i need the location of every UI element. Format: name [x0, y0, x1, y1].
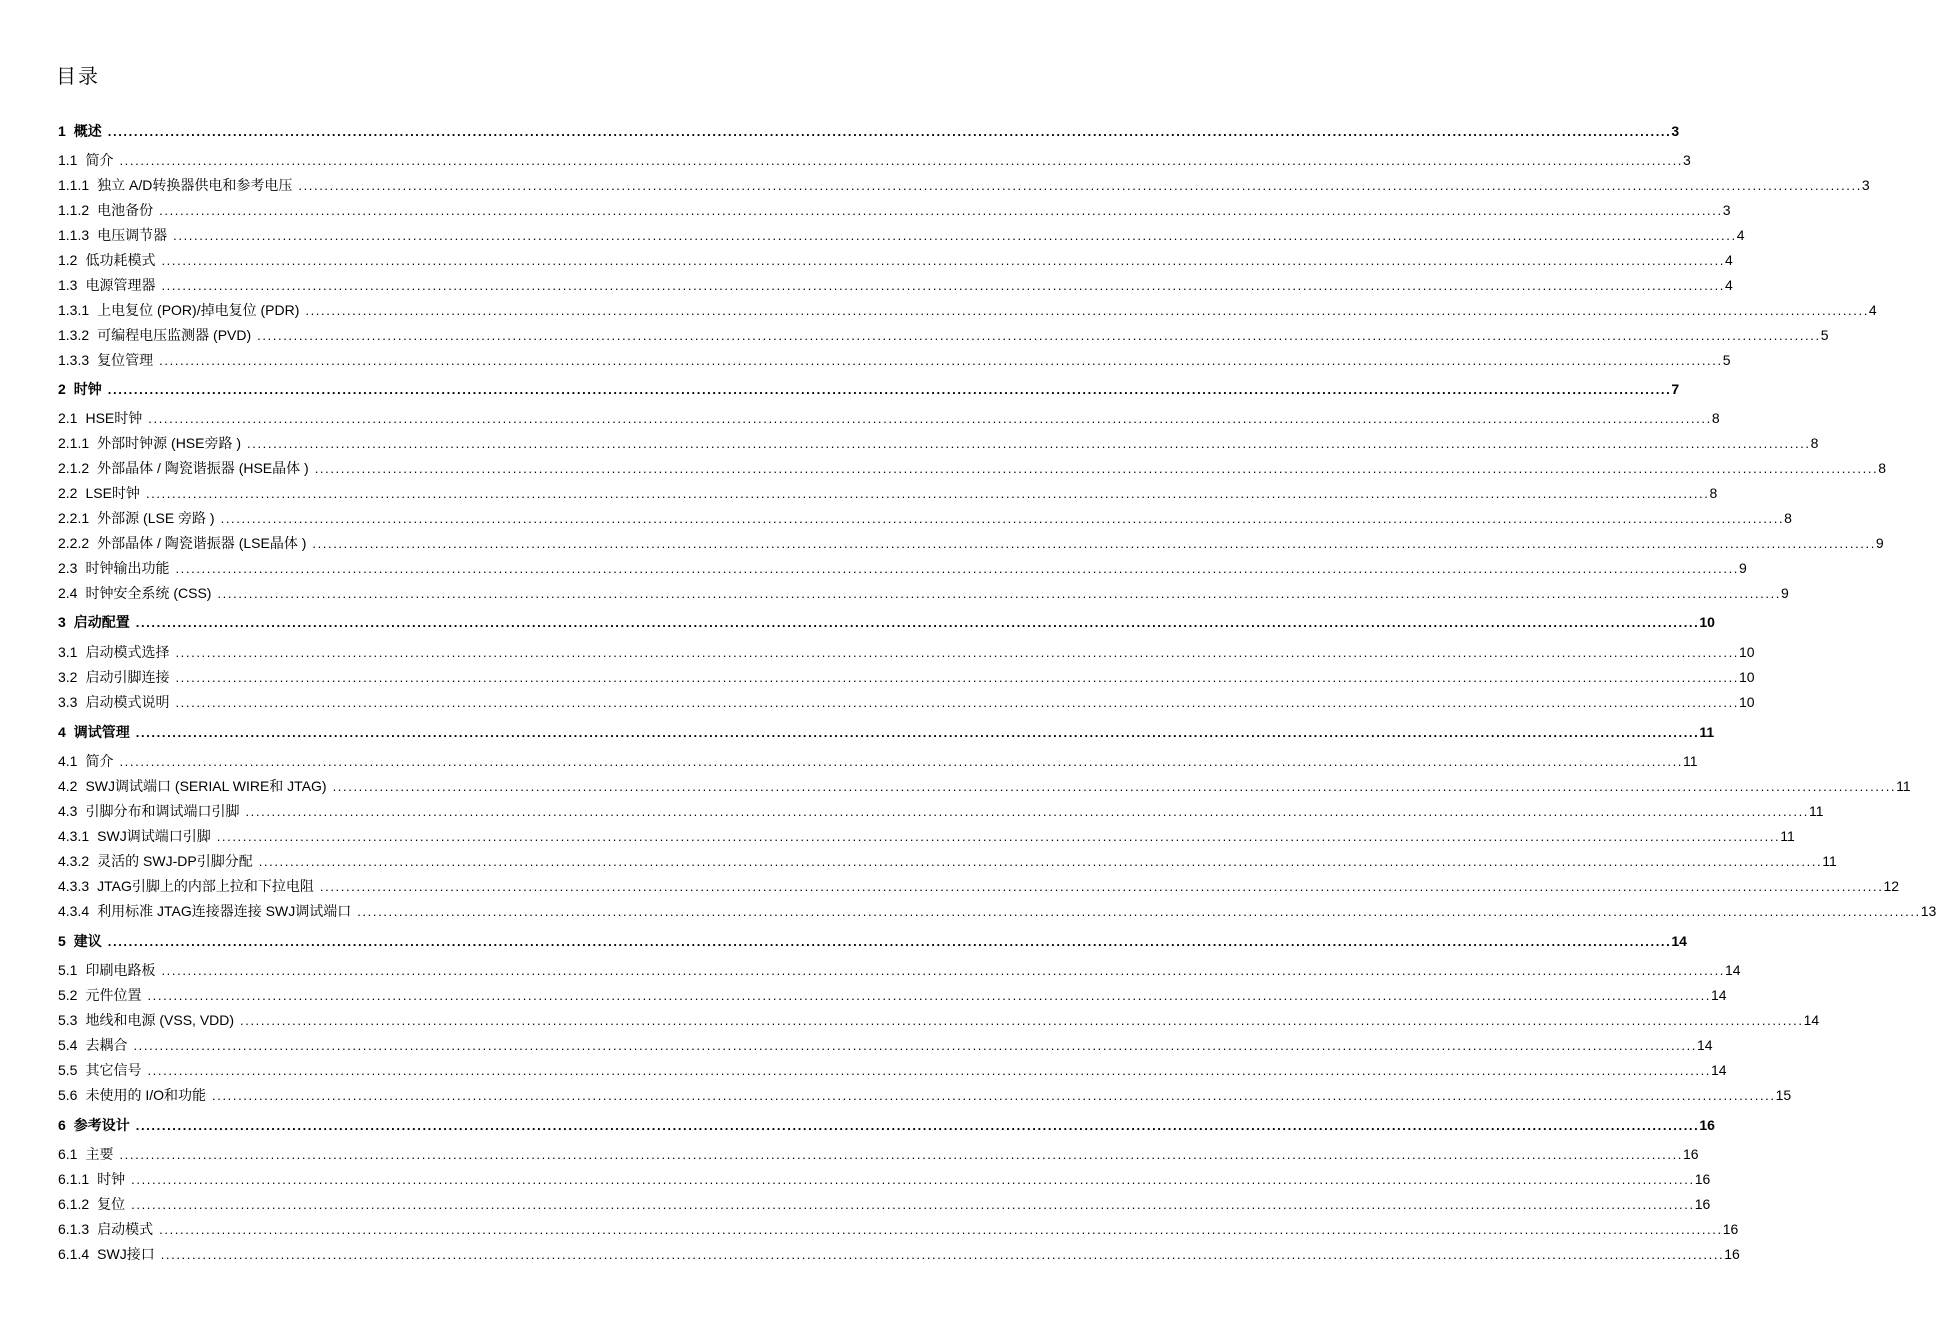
- toc-entry[interactable]: [58, 801, 1824, 821]
- toc-entry[interactable]: [58, 851, 1837, 871]
- toc-entry-title: 可编程电压监测器 (PVD): [97, 327, 252, 343]
- toc-entry-number: 5.5: [58, 1062, 78, 1078]
- dot-leader: ............................................................................................................................................................................................................................................................................................................: [145, 486, 1710, 501]
- toc-entry-number: 4: [58, 724, 66, 740]
- toc-entry-title: 电池备份: [97, 202, 154, 218]
- toc-entry-page-number: 8: [1810, 435, 1819, 451]
- dot-leader: ............................................................................................................................................................................................................................................................................................................: [258, 854, 1823, 869]
- toc-entry-number: 4.3.3: [58, 878, 90, 894]
- dot-leader: ............................................................................................................................................................................................................................................................................................................: [107, 934, 1672, 949]
- toc-entry-number: 5.3: [58, 1012, 78, 1028]
- toc-entry-page-number: 4: [1736, 227, 1745, 243]
- toc-entry[interactable]: [58, 931, 1687, 951]
- toc-entry-number: 2.2.2: [58, 535, 90, 551]
- toc-entry-page-number: 3: [1722, 202, 1731, 218]
- toc-entry[interactable]: [58, 350, 1731, 370]
- toc-entry[interactable]: [58, 1244, 1740, 1264]
- toc-entry-page-number: 7: [1671, 381, 1680, 397]
- toc-entry-title: 时钟输出功能: [85, 560, 170, 576]
- toc-entry-title: 复位: [97, 1196, 126, 1212]
- toc-entry[interactable]: [58, 379, 1680, 399]
- toc-entry-title: 调试管理: [73, 724, 130, 740]
- toc-entry-number: 1.3.2: [58, 327, 90, 343]
- toc-entry[interactable]: [58, 612, 1715, 632]
- toc-entry-title: 主要: [85, 1146, 114, 1162]
- toc-entry[interactable]: [58, 1194, 1711, 1214]
- toc-entry-page-number: 13: [1920, 903, 1936, 919]
- dot-leader: ............................................................................................................................................................................................................................................................................................................: [247, 436, 1811, 451]
- dot-leader: ............................................................................................................................................................................................................................................................................................................: [216, 829, 1781, 844]
- dot-leader: ............................................................................................................................................................................................................................................................................................................: [175, 645, 1740, 660]
- toc-entry[interactable]: [58, 408, 1720, 428]
- toc-entry-number: 2: [58, 381, 66, 397]
- toc-entry[interactable]: [58, 901, 1936, 921]
- toc-entry-number: 3.1: [58, 644, 78, 660]
- dot-leader: ............................................................................................................................................................................................................................................................................................................: [160, 1247, 1725, 1262]
- toc-entry[interactable]: [58, 325, 1829, 345]
- toc-entry-page-number: 11: [1683, 753, 1698, 769]
- toc-entry-title: 利用标准 JTAG连接器连接 SWJ调试端口: [97, 903, 352, 919]
- toc-entry[interactable]: [58, 250, 1733, 270]
- toc-entry-number: 5: [58, 933, 66, 949]
- toc-entry-title: 未使用的 I/O和功能: [85, 1087, 207, 1103]
- dot-leader: ............................................................................................................................................................................................................................................................................................................: [148, 411, 1712, 426]
- toc-entry[interactable]: [58, 150, 1691, 170]
- toc-entry-number: 1.2: [58, 252, 78, 268]
- toc-entry-title: 时钟安全系统 (CSS): [85, 585, 212, 601]
- toc-entry-title: 概述: [73, 123, 102, 139]
- toc-entry-page-number: 11: [1896, 778, 1911, 794]
- toc-entry-page-number: 16: [1683, 1146, 1699, 1162]
- toc-entry[interactable]: [58, 583, 1789, 603]
- toc-entry[interactable]: [58, 751, 1698, 771]
- dot-leader: ............................................................................................................................................................................................................................................................................................................: [312, 536, 1876, 551]
- toc-entry-title: 启动引脚连接: [85, 669, 170, 685]
- toc-entry-page-number: 4: [1725, 252, 1733, 268]
- toc-entry-title: SWJ调试端口 (SERIAL WIRE和 JTAG): [85, 778, 327, 794]
- toc-entry-number: 4.2: [58, 778, 78, 794]
- toc-entry-title: 复位管理: [97, 352, 154, 368]
- toc-entry-number: 2.1: [58, 410, 78, 426]
- toc-entry-title: 建议: [73, 933, 102, 949]
- toc-entry-page-number: 14: [1711, 1062, 1727, 1078]
- dot-leader: ............................................................................................................................................................................................................................................................................................................: [240, 1013, 1804, 1028]
- dot-leader: ............................................................................................................................................................................................................................................................................................................: [161, 253, 1726, 268]
- toc-entry-title: 简介: [85, 152, 114, 168]
- dot-leader: ............................................................................................................................................................................................................................................................................................................: [119, 153, 1684, 168]
- toc-entry-page-number: 9: [1781, 585, 1789, 601]
- toc-entry[interactable]: [58, 985, 1727, 1005]
- toc-entry-number: 5.2: [58, 987, 78, 1003]
- toc-entry-title: 上电复位 (POR)/掉电复位 (PDR): [97, 302, 300, 318]
- toc-entry-title: 元件位置: [85, 987, 142, 1003]
- toc-entry-number: 2.1.1: [58, 435, 90, 451]
- toc-entry-title: 时钟: [97, 1171, 126, 1187]
- toc-entry[interactable]: [58, 558, 1747, 578]
- toc-entry-page-number: 3: [1683, 152, 1691, 168]
- toc-entry-number: 5.6: [58, 1087, 78, 1103]
- toc-entry[interactable]: [58, 458, 1887, 478]
- toc-entry-page-number: 16: [1722, 1221, 1739, 1237]
- toc-entry-title: 启动模式说明: [85, 694, 170, 710]
- toc-entry-page-number: 16: [1699, 1117, 1715, 1133]
- toc-entry-page-number: 4: [1868, 302, 1877, 318]
- toc-entry-number: 1.3.1: [58, 302, 90, 318]
- dot-leader: ............................................................................................................................................................................................................................................................................................................: [332, 779, 1897, 794]
- toc-entry-page-number: 10: [1739, 644, 1755, 660]
- dot-leader: ............................................................................................................................................................................................................................................................................................................: [135, 615, 1700, 630]
- toc-entry-page-number: 10: [1739, 669, 1755, 685]
- dot-leader: ............................................................................................................................................................................................................................................................................................................: [147, 988, 1712, 1003]
- toc-entry-number: 1.1.3: [58, 227, 90, 243]
- toc-entry-page-number: 14: [1711, 987, 1727, 1003]
- toc-entry-page-number: 15: [1775, 1087, 1792, 1103]
- dot-leader: ............................................................................................................................................................................................................................................................................................................: [319, 879, 1884, 894]
- toc-entry-number: 4.3.2: [58, 853, 90, 869]
- toc-entry[interactable]: [58, 876, 1900, 896]
- toc-entry-page-number: 11: [1699, 724, 1715, 740]
- toc-entry-page-number: 9: [1875, 535, 1884, 551]
- toc-entry-title: 灵活的 SWJ-DP引脚分配: [97, 853, 253, 869]
- toc-entry-page-number: 14: [1697, 1037, 1713, 1053]
- toc-entry-number: 6.1.4: [58, 1246, 90, 1262]
- toc-entry-title: 引脚分布和调试端口引脚: [85, 803, 240, 819]
- dot-leader: ............................................................................................................................................................................................................................................................................................................: [175, 695, 1740, 710]
- toc-entry-page-number: 9: [1739, 560, 1747, 576]
- toc-entry-title: 时钟: [73, 381, 102, 397]
- toc-entry-title: 低功耗模式: [85, 252, 156, 268]
- toc-entry[interactable]: [58, 300, 1877, 320]
- toc-entry-title: 简介: [85, 753, 114, 769]
- toc-entry-number: 6.1: [58, 1146, 78, 1162]
- toc-entry-number: 1.1.2: [58, 202, 90, 218]
- toc-entry[interactable]: [58, 533, 1884, 553]
- dot-leader: ............................................................................................................................................................................................................................................................................................................: [161, 963, 1726, 978]
- dot-leader: ............................................................................................................................................................................................................................................................................................................: [159, 203, 1723, 218]
- dot-leader: ............................................................................................................................................................................................................................................................................................................: [131, 1197, 1695, 1212]
- dot-leader: ............................................................................................................................................................................................................................................................................................................: [314, 461, 1879, 476]
- dot-leader: ............................................................................................................................................................................................................................................................................................................: [119, 754, 1684, 769]
- toc-entry-page-number: 5: [1722, 352, 1731, 368]
- dot-leader: ............................................................................................................................................................................................................................................................................................................: [257, 328, 1821, 343]
- toc-entry-number: 4.3: [58, 803, 78, 819]
- dot-leader: ............................................................................................................................................................................................................................................................................................................: [245, 804, 1810, 819]
- toc-entry-title: SWJ接口: [97, 1246, 155, 1262]
- toc-entry-page-number: 11: [1809, 803, 1824, 819]
- toc-entry-page-number: 10: [1699, 614, 1715, 630]
- toc-entry-title: 电源管理器: [85, 277, 156, 293]
- dot-leader: ............................................................................................................................................................................................................................................................................................................: [175, 561, 1740, 576]
- toc-entry-title: 去耦合: [85, 1037, 128, 1053]
- toc-entry-number: 1.1.1: [58, 177, 90, 193]
- dot-leader: ............................................................................................................................................................................................................................................................................................................: [107, 124, 1672, 139]
- dot-leader: ............................................................................................................................................................................................................................................................................................................: [175, 670, 1740, 685]
- toc-entry-page-number: 8: [1711, 410, 1720, 426]
- toc-entry-page-number: 8: [1709, 485, 1718, 501]
- toc-entry-page-number: 3: [1671, 123, 1680, 139]
- toc-entry[interactable]: [58, 483, 1718, 503]
- toc-entry[interactable]: [58, 1219, 1739, 1239]
- toc-entry[interactable]: [58, 1060, 1727, 1080]
- toc-entry[interactable]: [58, 1144, 1699, 1164]
- dot-leader: ............................................................................................................................................................................................................................................................................................................: [212, 1088, 1776, 1103]
- toc-entry[interactable]: [58, 960, 1741, 980]
- toc-entry-page-number: 3: [1861, 177, 1870, 193]
- toc-entry-page-number: 14: [1725, 962, 1741, 978]
- dot-leader: ............................................................................................................................................................................................................................................................................................................: [220, 511, 1785, 526]
- dot-leader: ............................................................................................................................................................................................................................................................................................................: [135, 725, 1700, 740]
- toc-entry-number: 2.1.2: [58, 460, 90, 476]
- toc-entry-title: 启动模式: [97, 1221, 154, 1237]
- toc-entry[interactable]: [58, 433, 1819, 453]
- dot-leader: ............................................................................................................................................................................................................................................................................................................: [159, 1222, 1723, 1237]
- toc-entry-number: 6.1.3: [58, 1221, 90, 1237]
- toc-entry[interactable]: [58, 1085, 1792, 1105]
- toc-entry[interactable]: [58, 826, 1795, 846]
- toc-entry-title: LSE时钟: [85, 485, 140, 501]
- dot-leader: ............................................................................................................................................................................................................................................................................................................: [147, 1063, 1712, 1078]
- toc-entry-title: 地线和电源 (VSS, VDD): [85, 1012, 235, 1028]
- toc-entry[interactable]: [58, 667, 1755, 687]
- dot-leader: ............................................................................................................................................................................................................................................................................................................: [298, 178, 1862, 193]
- toc-entry[interactable]: [58, 175, 1870, 195]
- dot-leader: ............................................................................................................................................................................................................................................................................................................: [173, 228, 1737, 243]
- toc-entry[interactable]: [58, 225, 1745, 245]
- toc-entry-number: 3.3: [58, 694, 78, 710]
- toc-entry-page-number: 8: [1878, 460, 1887, 476]
- toc-entry[interactable]: [58, 1115, 1715, 1135]
- toc-entry-page-number: 12: [1883, 878, 1900, 894]
- dot-leader: ............................................................................................................................................................................................................................................................................................................: [357, 904, 1921, 919]
- toc-entry-page-number: 11: [1780, 828, 1795, 844]
- dot-leader: ............................................................................................................................................................................................................................................................................................................: [133, 1038, 1698, 1053]
- toc-entry-title: 外部晶体 / 陶瓷谐振器 (HSE晶体 ): [97, 460, 309, 476]
- dot-leader: ............................................................................................................................................................................................................................................................................................................: [305, 303, 1869, 318]
- toc-entry[interactable]: [58, 200, 1731, 220]
- toc-entry-number: 6: [58, 1117, 66, 1133]
- toc-entry-title: 印刷电路板: [85, 962, 156, 978]
- toc-entry-title: 电压调节器: [97, 227, 168, 243]
- dot-leader: ............................................................................................................................................................................................................................................................................................................: [119, 1147, 1684, 1162]
- toc-entry[interactable]: [58, 776, 1911, 796]
- toc-entry-number: 1.1: [58, 152, 78, 168]
- toc-entry-number: 4.1: [58, 753, 78, 769]
- toc-entry-page-number: 14: [1671, 933, 1687, 949]
- toc-entry-page-number: 11: [1822, 853, 1837, 869]
- toc-entry-number: 6.1.1: [58, 1171, 90, 1187]
- toc-heading: 目录: [56, 64, 100, 88]
- toc-entry[interactable]: [58, 121, 1680, 141]
- dot-leader: ............................................................................................................................................................................................................................................................................................................: [135, 1118, 1700, 1133]
- toc-entry-title: 启动配置: [73, 614, 130, 630]
- toc-entry-number: 4.3.4: [58, 903, 90, 919]
- toc-entry[interactable]: [58, 722, 1715, 742]
- toc-entry-title: JTAG引脚上的内部上拉和下拉电阻: [97, 878, 314, 894]
- toc-entry-title: 参考设计: [73, 1117, 130, 1133]
- toc-entry-title: SWJ调试端口引脚: [97, 828, 211, 844]
- toc-entry-page-number: 14: [1803, 1012, 1820, 1028]
- toc-entry-page-number: 10: [1739, 694, 1755, 710]
- toc-entry[interactable]: [58, 508, 1792, 528]
- toc-entry[interactable]: [58, 275, 1733, 295]
- toc-entry-number: 4.3.1: [58, 828, 90, 844]
- toc-entry-page-number: 16: [1694, 1196, 1711, 1212]
- toc-entry-number: 5.4: [58, 1037, 78, 1053]
- toc-entry-number: 2.2: [58, 485, 78, 501]
- toc-entry-title: 外部晶体 / 陶瓷谐振器 (LSE晶体 ): [97, 535, 307, 551]
- toc-entry[interactable]: [58, 692, 1755, 712]
- toc-entry[interactable]: [58, 1169, 1711, 1189]
- dot-leader: ............................................................................................................................................................................................................................................................................................................: [217, 586, 1782, 601]
- toc-entry-number: 6.1.2: [58, 1196, 90, 1212]
- toc-entry-number: 2.3: [58, 560, 78, 576]
- toc-entry[interactable]: [58, 1010, 1820, 1030]
- toc-entry-page-number: 5: [1820, 327, 1829, 343]
- toc-entry-number: 5.1: [58, 962, 78, 978]
- toc-entry-page-number: 16: [1694, 1171, 1711, 1187]
- dot-leader: ............................................................................................................................................................................................................................................................................................................: [131, 1172, 1695, 1187]
- toc-entry-title: 独立 A/D转换器供电和参考电压: [97, 177, 293, 193]
- dot-leader: ............................................................................................................................................................................................................................................................................................................: [161, 278, 1726, 293]
- toc-entry-title: 其它信号: [85, 1062, 142, 1078]
- toc-entry-number: 2.2.1: [58, 510, 90, 526]
- toc-entry-number: 1.3.3: [58, 352, 90, 368]
- dot-leader: ............................................................................................................................................................................................................................................................................................................: [107, 382, 1672, 397]
- dot-leader: ............................................................................................................................................................................................................................................................................................................: [159, 353, 1723, 368]
- toc-entry-number: 3: [58, 614, 66, 630]
- toc-entry-page-number: 4: [1725, 277, 1733, 293]
- toc-entry-page-number: 8: [1784, 510, 1792, 526]
- toc-entry-number: 3.2: [58, 669, 78, 685]
- toc-entry-title: HSE时钟: [85, 410, 143, 426]
- toc-entry-title: 外部时钟源 (HSE旁路 ): [97, 435, 242, 451]
- toc-entry-number: 2.4: [58, 585, 78, 601]
- toc-entry[interactable]: [58, 642, 1755, 662]
- toc-entry-page-number: 16: [1724, 1246, 1740, 1262]
- toc-entry-title: 启动模式选择: [85, 644, 170, 660]
- toc-entry-number: 1.3: [58, 277, 78, 293]
- toc-entry-number: 1: [58, 123, 66, 139]
- toc-entry[interactable]: [58, 1035, 1713, 1055]
- toc-entry-title: 外部源 (LSE 旁路 ): [97, 510, 215, 526]
